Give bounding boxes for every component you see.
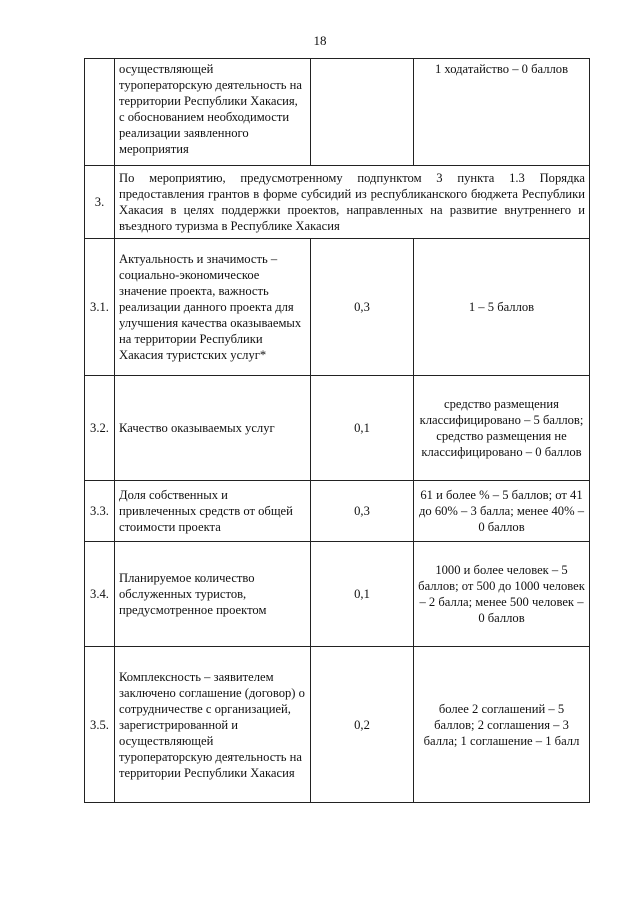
weight-cell: 0,2 bbox=[311, 647, 414, 803]
criteria-table bbox=[84, 58, 590, 803]
criterion-cell: Актуальность и значимость – социально-экономическое значение проекта, важность реализации данного проекта для улучшения качества оказываемых на территории Республики Хакасия туристских услуг* bbox=[115, 239, 311, 376]
section-heading-cell: По мероприятию, предусмотренному подпунктом 3 пункта 1.3 Порядка предоставления грантов в форме субсидий из республиканского бюджета Республики Хакасия в целях поддержки проектов, направленных на развитие внутреннего и въездного туризма в Республике Хакасия bbox=[115, 166, 590, 239]
weight-cell: 0,3 bbox=[311, 239, 414, 376]
score-cell: 1 ходатайство – 0 баллов bbox=[414, 59, 590, 166]
table-row bbox=[85, 481, 590, 542]
criterion-cell: Комплексность – заявителем заключено соглашение (договор) о сотрудничестве с организацией, зарегистрированной и осуществляющей туроператорскую деятельность на территории Республики Хакасия bbox=[115, 647, 311, 803]
row-number bbox=[85, 59, 115, 166]
weight-cell: 0,3 bbox=[311, 481, 414, 542]
row-number: 3.1. bbox=[85, 239, 115, 376]
page-number: 18 bbox=[313, 33, 327, 48]
score-cell: 1 – 5 баллов bbox=[414, 239, 590, 376]
score-cell: средство размещения классифицировано – 5 баллов; средство размещения не классифицировано – 0 баллов bbox=[414, 376, 590, 481]
table-row bbox=[85, 376, 590, 481]
row-number: 3. bbox=[85, 166, 115, 239]
table-row bbox=[85, 239, 590, 376]
score-cell: более 2 соглашений – 5 баллов; 2 соглашения – 3 балла; 1 соглашение – 1 балл bbox=[414, 647, 590, 803]
score-cell: 1000 и более человек – 5 баллов; от 500 до 1000 человек – 2 балла; менее 500 человек – 0 баллов bbox=[414, 542, 590, 647]
table-row bbox=[85, 166, 590, 239]
row-number: 3.4. bbox=[85, 542, 115, 647]
row-number: 3.3. bbox=[85, 481, 115, 542]
criterion-cell: Качество оказываемых услуг bbox=[115, 376, 311, 481]
weight-cell bbox=[311, 59, 414, 166]
score-cell: 61 и более % – 5 баллов; от 41 до 60% – 3 балла; менее 40% – 0 баллов bbox=[414, 481, 590, 542]
weight-cell: 0,1 bbox=[311, 376, 414, 481]
table-row bbox=[85, 647, 590, 803]
table-row bbox=[85, 542, 590, 647]
row-number: 3.5. bbox=[85, 647, 115, 803]
table-row bbox=[85, 59, 590, 166]
criterion-cell: Доля собственных и привлеченных средств от общей стоимости проекта bbox=[115, 481, 311, 542]
criterion-cell: Планируемое количество обслуженных туристов, предусмотренное проектом bbox=[115, 542, 311, 647]
weight-cell: 0,1 bbox=[311, 542, 414, 647]
row-number: 3.2. bbox=[85, 376, 115, 481]
criterion-cell: осуществляющей туроператорскую деятельность на территории Республики Хакасия, с обоснованием необходимости реализации заявленного мероприятия bbox=[115, 59, 311, 166]
